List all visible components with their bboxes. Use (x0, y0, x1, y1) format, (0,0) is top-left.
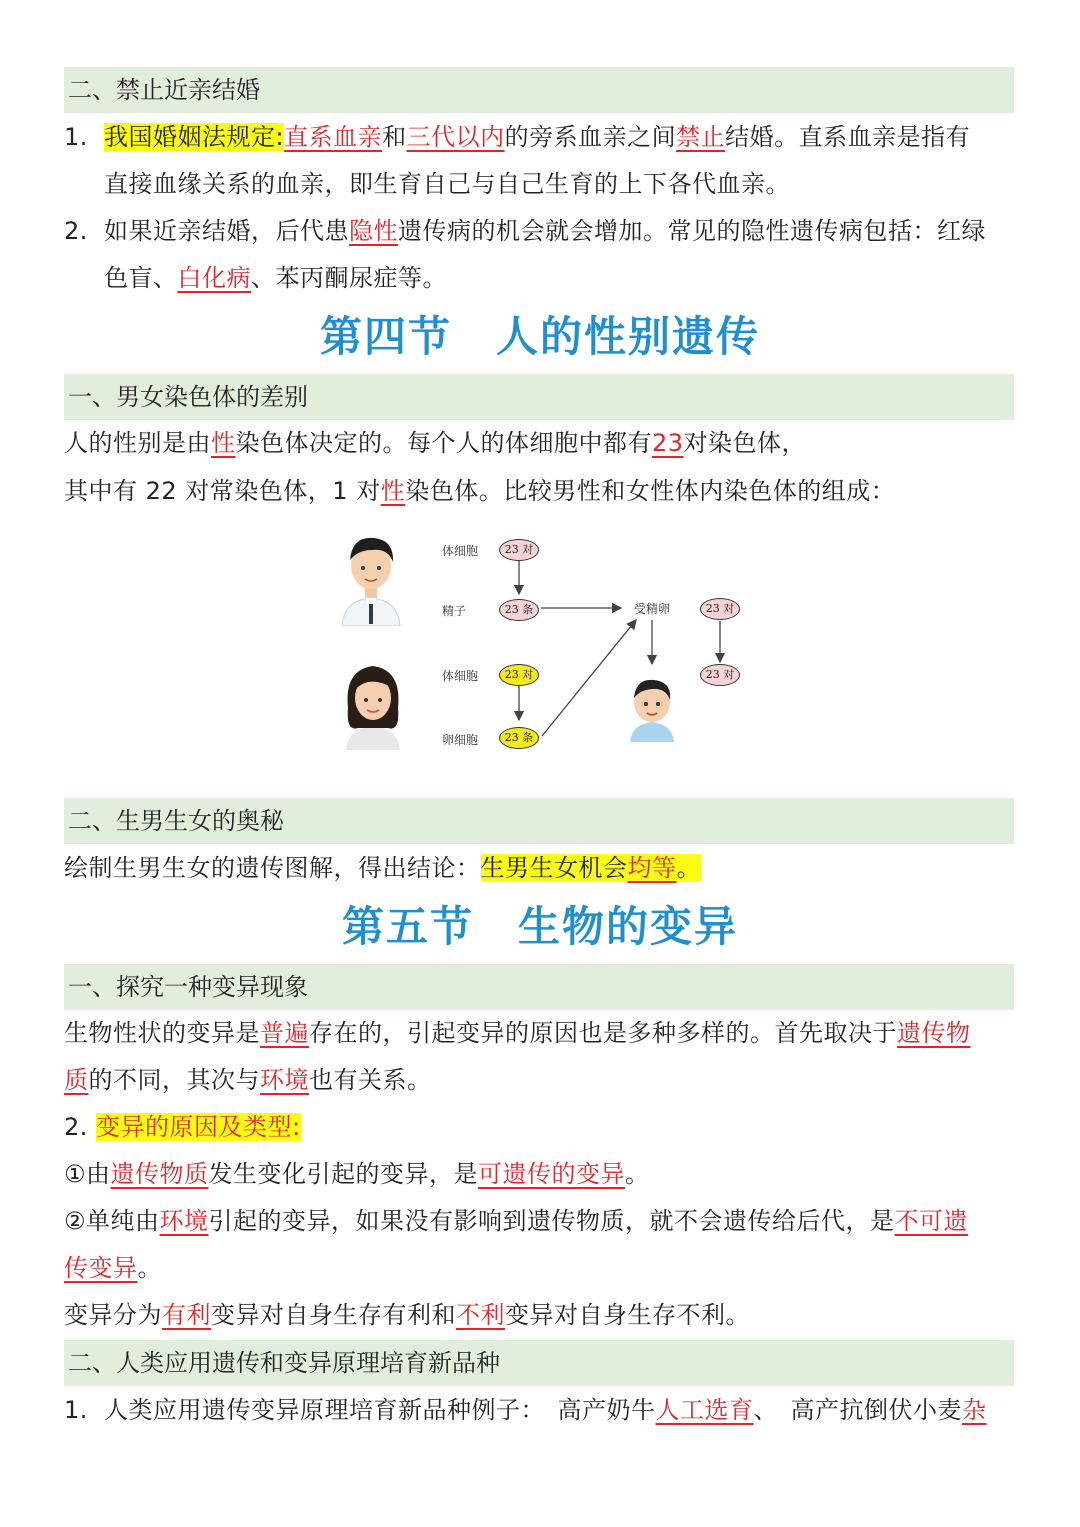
key-term: 禁止 (676, 123, 726, 151)
chapter-heading: 第五节 生物的变异 (341, 902, 738, 951)
text: 。 (625, 1160, 650, 1188)
text: 变异对自身生存有利和 (211, 1301, 456, 1329)
text-line (64, 1063, 1024, 1097)
key-term: 隐性 (349, 217, 398, 245)
text: 、苯丙酮尿症等。 (251, 264, 447, 292)
female-figure (338, 658, 408, 754)
key-term: 三代以内 (406, 123, 505, 151)
section-header-variation: 一、探究一种变异现象 (64, 964, 1014, 1010)
text: 生物性状的变异是 (64, 1019, 260, 1047)
text: 变异对自身生存不利。 (505, 1301, 750, 1329)
text: 发生变化引起的变异，是 (208, 1160, 479, 1188)
text: 人的性别是由 (64, 429, 211, 457)
text: 色盲、 (104, 264, 178, 292)
child-pill: 23 对 (700, 664, 740, 686)
list-item (64, 120, 1024, 154)
list-item (64, 1393, 1024, 1427)
child-figure (622, 672, 682, 746)
key-term: 23 (652, 429, 684, 457)
highlight-text (481, 854, 702, 882)
key-term: 直系血亲 (284, 123, 383, 151)
item-number: 1. (64, 123, 88, 151)
text: 人类应用遗传变异原理培育新品种例子： 高产奶牛 (104, 1396, 656, 1424)
key-term: 不可遗 (894, 1207, 969, 1235)
text-line (64, 474, 1024, 508)
key-term: 环境 (159, 1207, 209, 1235)
item-number: 1. (64, 1396, 88, 1424)
text: 如果近亲结婚，后代患 (104, 217, 349, 245)
highlight-text: 我国婚姻法规定: (104, 123, 285, 151)
text: 存在的，引起变异的原因也是多种多样的。首先取决于 (309, 1019, 897, 1047)
text-line (64, 1157, 1024, 1191)
key-term: 可遗传的变异 (478, 1160, 626, 1188)
section-header-chromosomes: 一、男女染色体的差别 (64, 374, 1014, 420)
text: 结婚。直系血亲是指有 (725, 123, 971, 151)
label-male-somatic: 体细胞 (442, 544, 479, 558)
label-zygote: 受精卵 (634, 602, 671, 616)
male-figure (336, 530, 406, 630)
text-line (64, 426, 1024, 460)
key-term: 不利 (456, 1301, 505, 1329)
key-term: 环境 (260, 1066, 309, 1094)
egg-pill: 23 条 (499, 727, 539, 749)
female-somatic-pill: 23 对 (499, 664, 539, 686)
text: 也有关系。 (309, 1066, 432, 1094)
text: 染色体决定的。每个人的体细胞中都有 (235, 429, 652, 457)
text: 生男生女机会 (480, 854, 628, 882)
text-line (64, 1251, 1024, 1285)
key-term: 传变异 (64, 1254, 138, 1282)
section-header-boy-girl: 二、生男生女的奥秘 (64, 798, 1014, 844)
key-term: 质 (64, 1066, 89, 1094)
text: 遗传病的机会就会增加。常见的隐性遗传病包括：红绿 (398, 217, 986, 245)
text: 对染色体， (683, 429, 807, 457)
item-number: 2. (64, 1113, 88, 1141)
text-line (64, 1298, 1024, 1332)
highlight-text: 变异的原因及类型: (96, 1113, 301, 1141)
item-number: 2. (64, 217, 88, 245)
key-term: 人工选育 (655, 1396, 754, 1424)
text: ①由 (64, 1160, 111, 1188)
zygote-pill: 23 对 (700, 598, 740, 620)
label-egg: 卵细胞 (442, 733, 479, 747)
key-term: 遗传物 (897, 1019, 971, 1047)
key-term: 普遍 (260, 1019, 309, 1047)
text: 。 (137, 1254, 162, 1282)
key-term: 白化病 (177, 264, 251, 292)
text-line (64, 851, 1024, 885)
text: 、 高产抗倒伏小麦 (753, 1396, 962, 1424)
text: 的旁系血亲之间 (504, 123, 677, 151)
inheritance-diagram (336, 524, 756, 754)
text: 引起的变异，如果没有影响到遗传物质，就不会遗传给后代，是 (208, 1207, 895, 1235)
text: 绘制生男生女的遗传图解，得出结论： (64, 854, 481, 882)
male-somatic-pill: 23 对 (499, 539, 539, 561)
key-term: 杂 (962, 1396, 987, 1424)
chapter-heading: 第四节 人的性别遗传 (319, 312, 760, 361)
text: 其中有 22 对常染色体，1 对 (64, 477, 381, 505)
text: 染色体。比较男性和女性体内染色体的组成： (405, 477, 896, 505)
text-line (64, 1204, 1024, 1238)
text: ②单纯由 (64, 1207, 160, 1235)
key-term: 性 (211, 429, 236, 457)
text-line (64, 1110, 1024, 1144)
text-line: 直接血缘关系的血亲，即生育自己与自己生育的上下各代血亲。 (104, 170, 790, 198)
sperm-pill: 23 条 (499, 599, 539, 621)
section-header-breeding: 二、人类应用遗传和变异原理培育新品种 (64, 1340, 1014, 1386)
text-line (64, 1016, 1024, 1050)
text: 的不同，其次与 (88, 1066, 260, 1094)
text: 和 (382, 123, 407, 151)
key-term: 均等 (627, 854, 677, 882)
text: 。 (676, 854, 701, 882)
section-header-close-marriage: 二、禁止近亲结婚 (64, 67, 1014, 113)
text-line (104, 261, 1064, 295)
text: 变异分为 (64, 1301, 162, 1329)
key-term: 遗传物质 (110, 1160, 209, 1188)
list-item (64, 214, 1024, 248)
label-sperm: 精子 (442, 604, 467, 618)
key-term: 有利 (162, 1301, 211, 1329)
label-female-somatic: 体细胞 (442, 669, 479, 683)
key-term: 性 (380, 477, 406, 505)
